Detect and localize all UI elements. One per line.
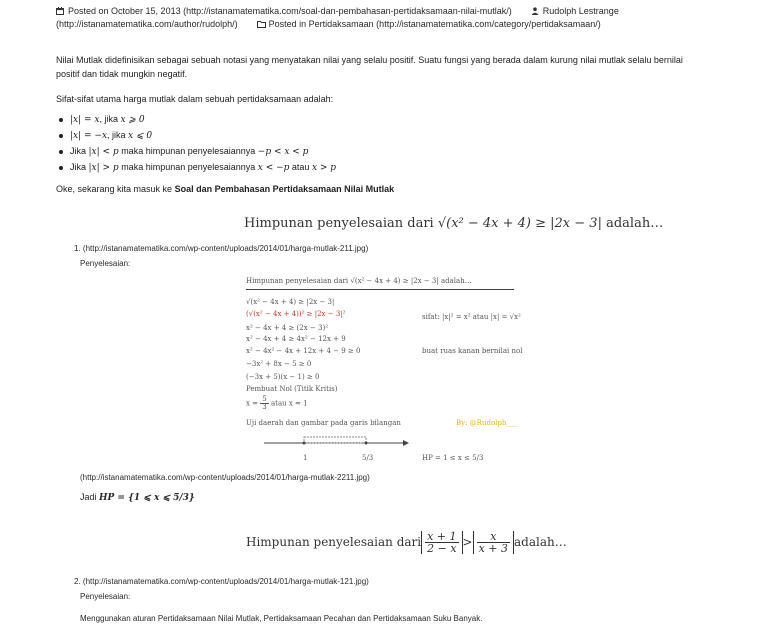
problem2-approach: Menggunakan aturan Pertidaksamaan Nilai Mutlak, Pertidaksamaan Pecahan dan Pertidaksamaan Suku Banyak. [80,614,483,623]
problem2-number-link: 2. (http://istanamatematika.com/wp-content/uploads/2014/01/harga-mutlak-121.jpg) [74,577,369,586]
problem1-solution-link: (http://istanamatematika.com/wp-content/uploads/2014/01/harga-mutlak-2211.jpg) [80,473,370,482]
solution-line: x² − 4x² − 4x + 12x + 4 − 9 ≥ 0 [246,347,361,355]
solution-line: x² − 4x + 4 ≥ (2x − 3)² [246,324,328,332]
problem2-image-link[interactable]: (http://istanamatematika.com/wp-content/uploads/2014/01/harga-mutlak-121.jpg) [82,577,369,586]
problem1-banner: Himpunan penyelesaian dari √(x² − 4x + 4) ≥ |2x − 3| adalah… [244,216,664,231]
folder-icon [257,19,265,27]
list-item: |x| = −x, jika x ⩽ 0 [56,128,336,144]
post-date-link[interactable]: Posted on October 15, 2013 (http://istanamatematika.com/soal-dan-pembahasan-pertidaksamaan-nilai-mutlak/) [68,6,512,16]
list-item: Jika |x| < p maka himpunan penyelesaiannya −p < x < p [56,144,336,160]
solution-line: x² − 4x + 4 ≥ 4x² − 12x + 9 [246,335,346,343]
properties-heading: Sifat-sifat utama harga mutlak dalam sebuah pertidaksamaan adalah: [56,94,334,104]
solution-title: Himpunan penyelesaian dari √(x² − 4x + 4) ≥ |2x − 3| adalah… [246,277,472,285]
intro-paragraph: Nilai Mutlak didefinisikan sebagai sebuah notasi yang menyatakan nilai yang selalu positif. Suatu fungsi yang berada dalam kurung nilai mutlak selalu bernilai positif dan tidak mungkin negatif. [56,55,683,79]
solution-note: sifat: |x|² = x² atau |x| = √x² [422,313,521,321]
soal-link[interactable]: Soal dan Pembahasan Pertidaksamaan Nilai Mutlak [174,184,395,194]
problem1-image-link[interactable]: (http://istanamatematika.com/wp-content/uploads/2014/01/harga-mutlak-211.jpg) [82,244,369,253]
solution-line: x = $\frac{5}{3}$ atau x = 1 [246,395,308,411]
solution-line: √(x² − 4x + 4) ≥ |2x − 3| [246,298,335,306]
number-line [264,432,409,454]
solution-hp: HP = 1 ≤ x ≤ 5/3 [422,454,484,462]
solution-line: (−3x + 5)(x − 1) ≥ 0 [246,373,320,381]
solution-line: Pembuat Nol (Titik Kritis) [246,385,338,393]
solution-note: buat ruas kanan bernilai nol [422,347,523,355]
solution-watermark: By: @Rudolph___ [456,419,517,427]
problem1-number-link: 1. (http://istanamatematika.com/wp-content/uploads/2014/01/harga-mutlak-211.jpg) [74,244,369,253]
category-link[interactable]: Posted in Pertidaksamaan (http://istanamatematika.com/category/pertidaksamaan/) [268,19,601,29]
list-item: Jika |x| > p maka himpunan penyelesaiannya x < −p atau x > p [56,160,336,176]
problem1-label: Penyelesaian: [80,259,131,268]
calendar-icon [56,6,64,14]
list-item: |x| = x, jika x ⩾ 0 [56,112,336,128]
solution-line: −3x² + 8x − 5 ≥ 0 [246,360,312,368]
solution-divider [246,289,514,290]
user-icon [531,6,539,14]
problem1-solution-image [246,274,546,469]
problem2-label: Penyelesaian: [80,592,131,601]
solution-line: Uji daerah dan gambar pada garis bilangan [246,419,401,427]
post-meta [56,5,756,31]
number-line-tick: 1 [303,454,308,462]
number-line-tick: 5/3 [362,454,374,462]
problem1-answer: Jadi HP = {1 ⩽ x ⩽ 5/3} [80,492,195,503]
author-url[interactable]: (http://istanamatematika.com/author/rudolph/) [56,19,238,29]
problem2-banner: Himpunan penyelesaian dari $\frac{x + 1}{2 - x}$ > $\frac{x}{x + 3}$ adalah… [246,529,567,555]
solution-line: (√(x² − 4x + 4))² ≥ |2x − 3|² [246,310,346,318]
properties-list [56,112,336,176]
author-link[interactable]: Rudolph Lestrange [542,6,619,16]
lead-in: Oke, sekarang kita masuk ke Soal dan Pembahasan Pertidaksamaan Nilai Mutlak [56,184,395,194]
